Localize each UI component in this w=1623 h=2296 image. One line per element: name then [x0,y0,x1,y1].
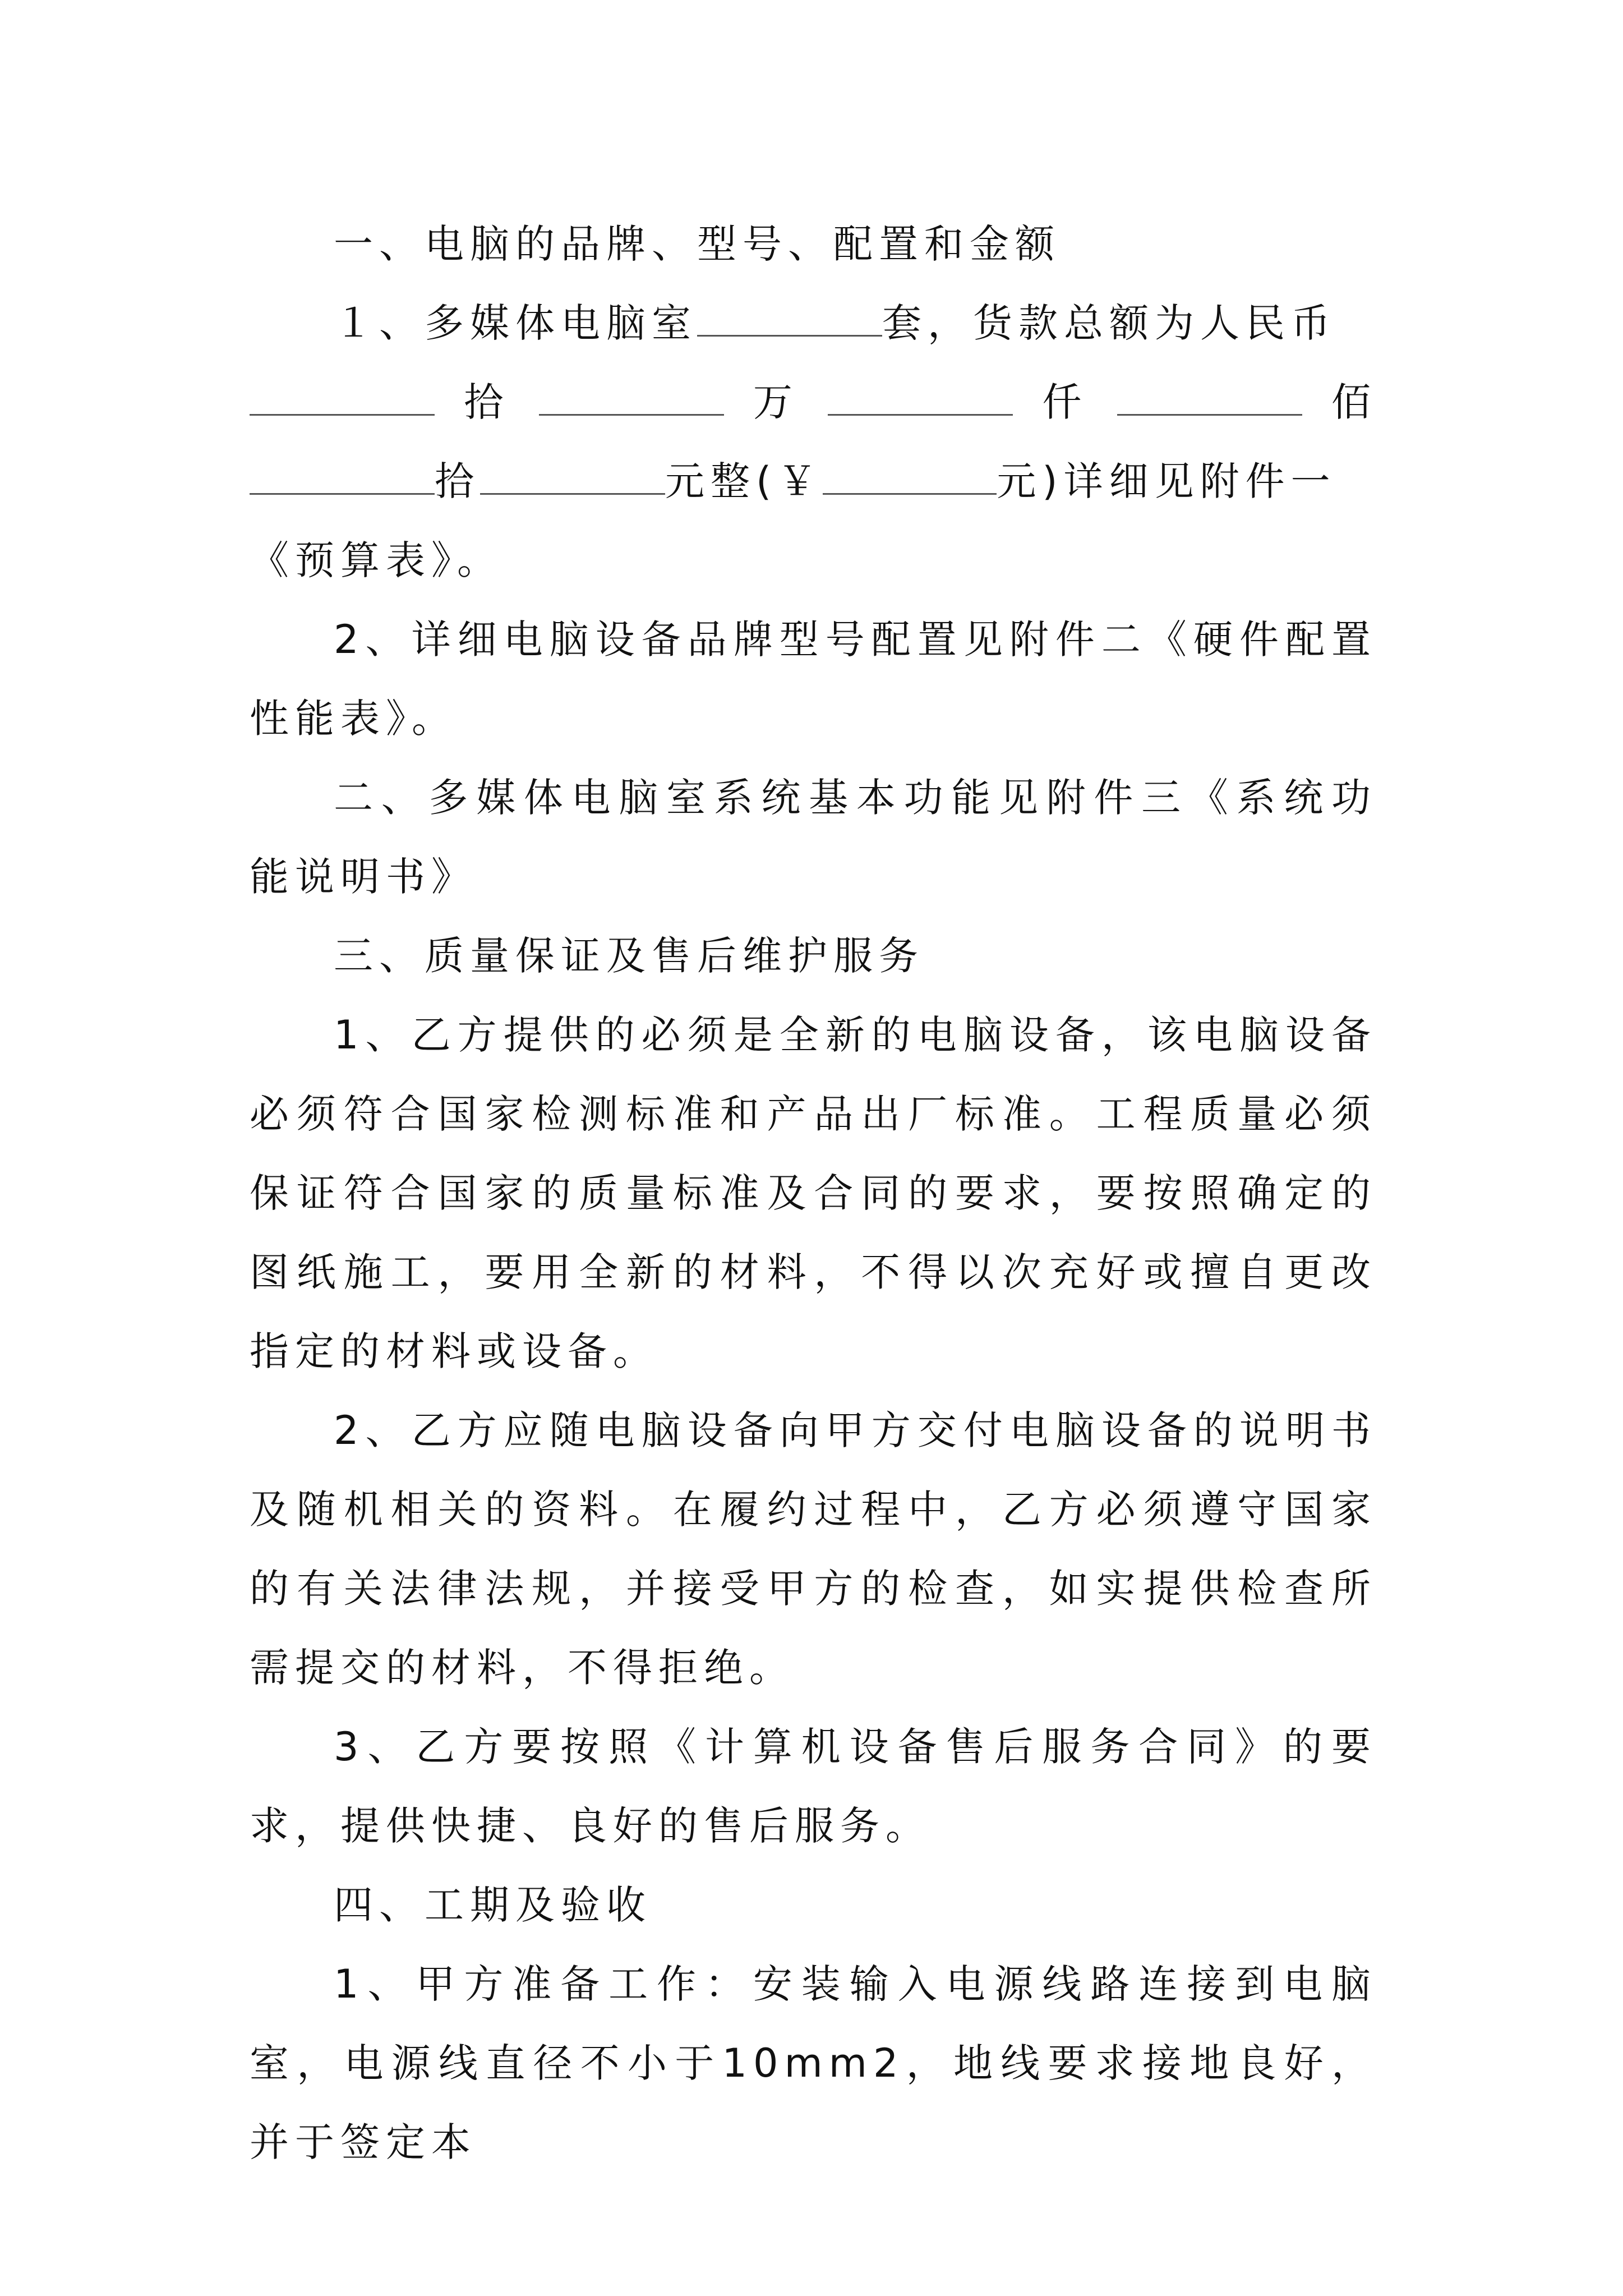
blank-yuan [480,459,665,495]
blank-shi-wan [250,380,435,416]
unit-shi-2: 拾 [435,458,480,504]
item-1-line-3 [250,442,1377,521]
unit-yuan: 元整(￥ [665,458,823,504]
blank-amount [823,459,997,495]
document-body [250,205,1377,2182]
section-3-para-3: 3、乙方要按照《计算机设备售后服务合同》的要求，提供快捷、良好的售后服务。 [250,1724,1377,1849]
section-1-title: 一、电脑的品牌、型号、配置和金额 [334,221,1061,267]
blank-wan [539,380,724,416]
unit-bai: 佰 [1331,379,1377,425]
item-1-middle: 套，货款总额为人民币 [882,300,1336,346]
item-1-prefix: １、多媒体电脑室 [334,300,697,346]
unit-wan: 万 [753,379,799,425]
blank-shi [250,459,435,495]
unit-shi: 拾 [464,379,510,425]
unit-qian: 仟 [1042,379,1088,425]
item-1-line-1 [250,284,1377,363]
blank-sets [697,301,882,337]
item-1-line-2 [250,363,1377,442]
section-3-para-1: 1、乙方提供的必须是全新的电脑设备，该电脑设备必须符合国家检测标准和产品出厂标准。工程质量必须保证符合国家的质量标准及合同的要求，要按照确定的图纸施工，要用全新的材料，不得以次充好或擅自更改指定的材料或设备。 [250,1012,1377,1374]
item-1-suffix: 元)详细见附件一 [997,458,1336,504]
section-3-para-2: 2、乙方应随电脑设备向甲方交付电脑设备的说明书及随机相关的资料。在履约过程中，乙方必须遵守国家的有关法律法规，并接受甲方的检查，如实提供检查所需提交的材料，不得拒绝。 [250,1407,1377,1691]
section-4-title: 四、工期及验收 [334,1882,652,1928]
blank-qian [828,380,1013,416]
item-1-line-4-text: 《预算表》。 [250,537,502,583]
section-3-title: 三、质量保证及售后维护服务 [334,933,924,979]
section-4-para-1: 1、甲方准备工作：安装输入电源线路连接到电脑室，电源线直径不小于10mm2，地线要求接地良好，并于签定本 [250,1961,1377,2165]
item-1-line-4 [250,521,1377,600]
section-1-item-2: 2、详细电脑设备品牌型号配置见附件二《硬件配置性能表》。 [250,616,1377,742]
blank-bai [1117,380,1302,416]
section-2: 二、多媒体电脑室系统基本功能见附件三《系统功能说明书》 [250,775,1377,900]
